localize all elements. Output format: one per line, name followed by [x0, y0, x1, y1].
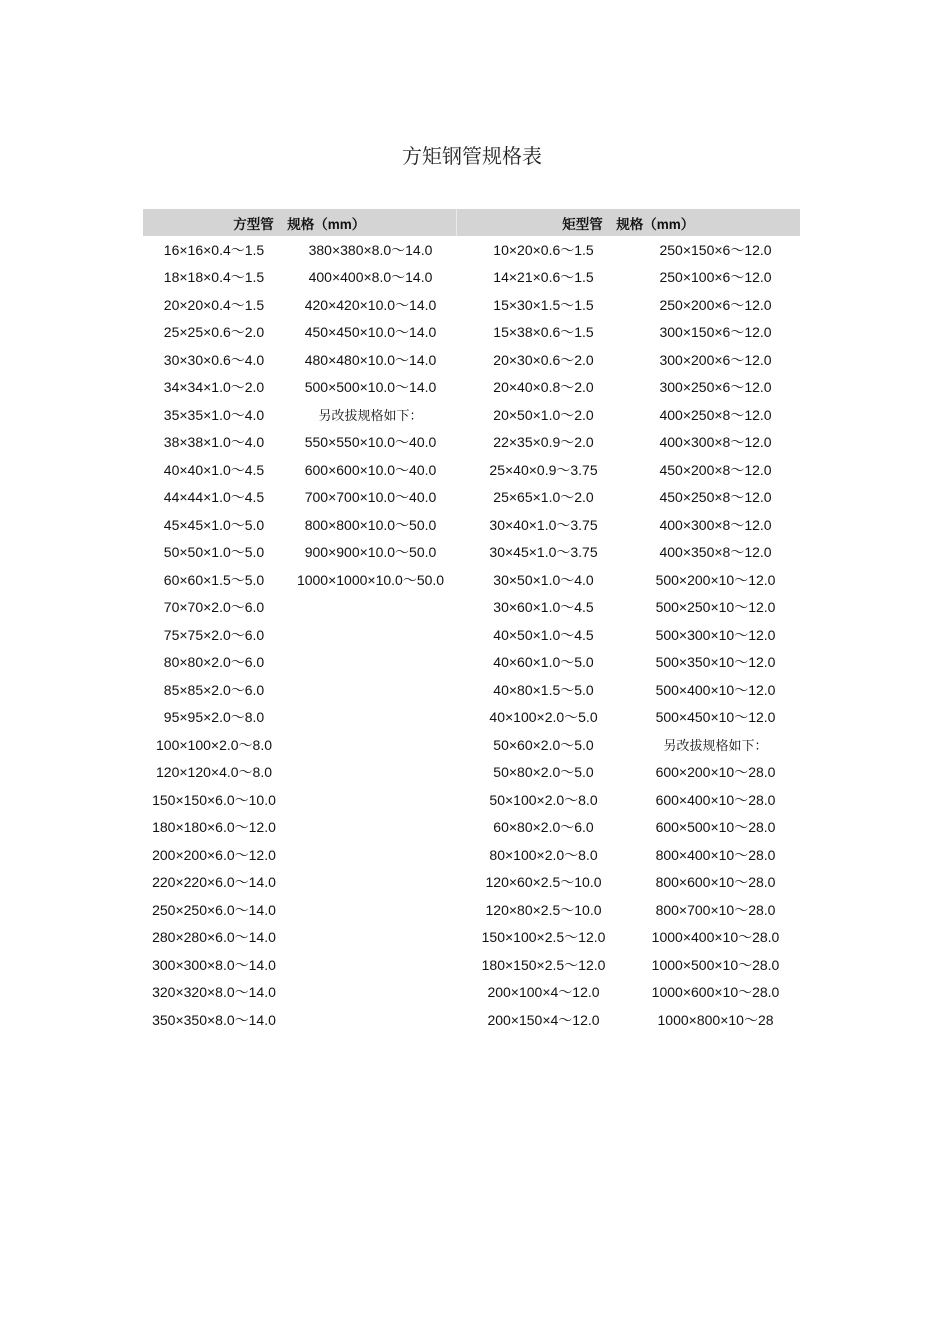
- rect-extra-spec-cell: 500×450×10～12.0: [655, 709, 776, 726]
- square-spec-cell: 85×85×2.0～6.0: [163, 681, 265, 698]
- rect-extra-spec-cell: 600×200×10～28.0: [655, 764, 776, 781]
- square-spec-cell: 220×220×6.0～14.0: [152, 874, 276, 891]
- rect-extra-spec-cell: 1000×600×10～28.0: [651, 984, 780, 1001]
- square-extra-spec-cell: 480×480×10.0～14.0: [304, 351, 437, 368]
- rect-extra-spec-cell: 500×300×10～12.0: [655, 626, 776, 643]
- rect-spec-cell: 120×80×2.5～10.0: [485, 901, 602, 918]
- rect-extra-spec-cell: 500×400×10～12.0: [655, 681, 776, 698]
- rect-spec-cell: 30×45×1.0～3.75: [489, 544, 598, 561]
- rect-spec-cell: 40×60×1.0～5.0: [493, 654, 594, 671]
- square-spec-cell: 180×180×6.0～12.0: [152, 819, 276, 836]
- rect-extra-spec-cell: 800×700×10～28.0: [655, 901, 776, 918]
- rect-spec-cell: 50×100×2.0～8.0: [489, 791, 598, 808]
- square-extra-spec-cell: [285, 1006, 456, 1034]
- rect-spec-cell: 25×65×1.0～2.0: [493, 489, 594, 506]
- square-extra-spec-cell: [285, 594, 456, 622]
- square-spec-cell: 25×25×0.6～2.0: [163, 324, 265, 341]
- square-spec-cell: 60×60×1.5～5.0: [163, 571, 265, 588]
- table-row: [143, 649, 800, 677]
- table-row: [143, 759, 800, 787]
- rect-spec-cell: 20×30×0.6～2.0: [493, 351, 594, 368]
- rect-extra-spec-cell: 600×500×10～28.0: [655, 819, 776, 836]
- table-row: [143, 236, 800, 264]
- table-row: [143, 594, 800, 622]
- square-spec-cell: 200×200×6.0～12.0: [152, 846, 276, 863]
- square-extra-spec-cell: 450×450×10.0～14.0: [304, 324, 437, 341]
- table-row: [143, 704, 800, 732]
- square-spec-cell: 16×16×0.4～1.5: [163, 241, 265, 258]
- rect-extra-spec-cell: 1000×800×10～28: [657, 1011, 774, 1028]
- square-spec-cell: 320×320×8.0～14.0: [152, 984, 276, 1001]
- rect-extra-spec-cell: 250×100×6～12.0: [659, 269, 772, 286]
- square-extra-spec-cell: [285, 704, 456, 732]
- rect-spec-cell: 200×100×4～12.0: [487, 984, 600, 1001]
- rect-spec-cell: 15×38×0.6～1.5: [493, 324, 594, 341]
- table-row: [143, 814, 800, 842]
- table-row: [143, 291, 800, 319]
- table-row: [143, 979, 800, 1007]
- square-spec-cell: 35×35×1.0～4.0: [163, 406, 265, 423]
- table-row: [143, 264, 800, 292]
- rect-extra-spec-cell: 250×200×6～12.0: [659, 296, 772, 313]
- rect-extra-spec-cell: 300×150×6～12.0: [659, 324, 772, 341]
- rect-spec-cell: 30×60×1.0～4.5: [493, 599, 594, 616]
- square-spec-cell: 350×350×8.0～14.0: [152, 1011, 276, 1028]
- square-extra-spec-cell: [285, 786, 456, 814]
- rect-extra-spec-cell: 500×250×10～12.0: [655, 599, 776, 616]
- table-row: [143, 429, 800, 457]
- table-row: [143, 1006, 800, 1034]
- square-extra-spec-cell: 900×900×10.0～50.0: [304, 544, 437, 561]
- rect-extra-spec-cell: 400×250×8～12.0: [659, 406, 772, 423]
- square-spec-cell: 80×80×2.0～6.0: [163, 654, 265, 671]
- table-row: [143, 621, 800, 649]
- rect-extra-spec-cell: 600×400×10～28.0: [655, 791, 776, 808]
- table-row: [143, 896, 800, 924]
- square-extra-spec-cell: 800×800×10.0～50.0: [304, 516, 437, 533]
- square-extra-spec-cell: [285, 759, 456, 787]
- rect-spec-cell: 40×100×2.0～5.0: [489, 709, 598, 726]
- square-extra-spec-cell: 500×500×10.0～14.0: [304, 379, 437, 396]
- square-spec-cell: 250×250×6.0～14.0: [152, 901, 276, 918]
- square-extra-spec-cell: [285, 979, 456, 1007]
- square-spec-cell: 45×45×1.0～5.0: [163, 516, 265, 533]
- rect-extra-spec-cell: 400×300×8～12.0: [659, 516, 772, 533]
- square-spec-cell: 100×100×2.0～8.0: [156, 736, 272, 753]
- table-row: [143, 731, 800, 759]
- rect-extra-spec-cell: 1000×500×10～28.0: [651, 956, 780, 973]
- table-row: [143, 676, 800, 704]
- rect-extra-spec-cell: 800×600×10～28.0: [655, 874, 776, 891]
- square-extra-spec-cell: 380×380×8.0～14.0: [308, 241, 433, 258]
- square-spec-cell: 150×150×6.0～10.0: [152, 791, 276, 808]
- rect-spec-cell: 150×100×2.5～12.0: [481, 929, 606, 946]
- square-extra-spec-cell: 700×700×10.0～40.0: [304, 489, 437, 506]
- rect-spec-cell: 120×60×2.5～10.0: [485, 874, 602, 891]
- square-extra-spec-cell: 另改拔规格如下：: [318, 409, 423, 425]
- square-extra-spec-cell: [285, 649, 456, 677]
- rect-extra-spec-cell: 300×200×6～12.0: [659, 351, 772, 368]
- rect-spec-cell: 14×21×0.6～1.5: [493, 269, 594, 286]
- rect-extra-spec-cell: 500×200×10～12.0: [655, 571, 776, 588]
- table-row: [143, 511, 800, 539]
- rect-spec-cell: 22×35×0.9～2.0: [493, 434, 594, 451]
- square-extra-spec-cell: [285, 676, 456, 704]
- square-extra-spec-cell: [285, 951, 456, 979]
- square-spec-cell: 70×70×2.0～6.0: [163, 599, 265, 616]
- rect-spec-cell: 80×100×2.0～8.0: [489, 846, 598, 863]
- square-spec-cell: 50×50×1.0～5.0: [163, 544, 265, 561]
- square-spec-cell: 44×44×1.0～4.5: [163, 489, 265, 506]
- square-extra-spec-cell: [285, 896, 456, 924]
- table-row: [143, 841, 800, 869]
- square-spec-cell: 95×95×2.0～8.0: [163, 709, 265, 726]
- rect-spec-cell: 180×150×2.5～12.0: [481, 956, 606, 973]
- rect-extra-spec-cell: 400×350×8～12.0: [659, 544, 772, 561]
- table-row: [143, 951, 800, 979]
- square-spec-cell: 34×34×1.0～2.0: [163, 379, 265, 396]
- square-extra-spec-cell: 1000×1000×10.0～50.0: [296, 571, 445, 588]
- rect-extra-spec-cell: 450×250×8～12.0: [659, 489, 772, 506]
- rect-spec-cell: 10×20×0.6～1.5: [493, 241, 594, 258]
- square-spec-cell: 75×75×2.0～6.0: [163, 626, 265, 643]
- table-row: [143, 319, 800, 347]
- square-extra-spec-cell: 400×400×8.0～14.0: [308, 269, 433, 286]
- table-row: [143, 786, 800, 814]
- rect-extra-spec-cell: 400×300×8～12.0: [659, 434, 772, 451]
- square-extra-spec-cell: [285, 814, 456, 842]
- rect-spec-cell: 40×80×1.5～5.0: [493, 681, 594, 698]
- table-row: [143, 374, 800, 402]
- rect-spec-cell: 30×40×1.0～3.75: [489, 516, 598, 533]
- square-extra-spec-cell: 600×600×10.0～40.0: [304, 461, 437, 478]
- rect-spec-cell: 15×30×1.5～1.5: [493, 296, 594, 313]
- rect-spec-cell: 30×50×1.0～4.0: [493, 571, 594, 588]
- page-title: 方矩钢管规格表: [402, 144, 542, 168]
- spec-table-body: [143, 236, 800, 1034]
- square-extra-spec-cell: [285, 841, 456, 869]
- table-row: [143, 566, 800, 594]
- rect-spec-cell: 50×80×2.0～5.0: [493, 764, 594, 781]
- spec-table: [143, 209, 800, 1034]
- square-tube-header: 方型管 规格（mm）: [143, 209, 456, 236]
- table-row: [143, 539, 800, 567]
- square-extra-spec-cell: [285, 869, 456, 897]
- table-row: [143, 346, 800, 374]
- square-spec-cell: 38×38×1.0～4.0: [163, 434, 265, 451]
- rect-extra-spec-cell: 另改拔规格如下：: [663, 739, 768, 755]
- rect-extra-spec-cell: 500×350×10～12.0: [655, 654, 776, 671]
- rect-spec-cell: 25×40×0.9～3.75: [489, 461, 598, 478]
- table-row: [143, 484, 800, 512]
- square-extra-spec-cell: [285, 621, 456, 649]
- square-extra-spec-cell: 550×550×10.0～40.0: [304, 434, 437, 451]
- square-extra-spec-cell: [285, 924, 456, 952]
- square-spec-cell: 40×40×1.0～4.5: [163, 461, 265, 478]
- square-spec-cell: 280×280×6.0～14.0: [152, 929, 276, 946]
- rect-extra-spec-cell: 250×150×6～12.0: [659, 241, 772, 258]
- rect-spec-cell: 20×40×0.8～2.0: [493, 379, 594, 396]
- square-extra-spec-cell: 420×420×10.0～14.0: [304, 296, 437, 313]
- rect-spec-cell: 50×60×2.0～5.0: [493, 736, 594, 753]
- table-row: [143, 924, 800, 952]
- table-row: [143, 869, 800, 897]
- square-spec-cell: 20×20×0.4～1.5: [163, 296, 265, 313]
- rect-spec-cell: 200×150×4～12.0: [487, 1011, 600, 1028]
- square-spec-cell: 120×120×4.0～8.0: [156, 764, 272, 781]
- rect-extra-spec-cell: 450×200×8～12.0: [659, 461, 772, 478]
- rect-spec-cell: 20×50×1.0～2.0: [493, 406, 594, 423]
- square-spec-cell: 30×30×0.6～4.0: [163, 351, 265, 368]
- rect-extra-spec-cell: 1000×400×10～28.0: [651, 929, 780, 946]
- rect-spec-cell: 60×80×2.0～6.0: [493, 819, 594, 836]
- rect-extra-spec-cell: 800×400×10～28.0: [655, 846, 776, 863]
- rect-spec-cell: 40×50×1.0～4.5: [493, 626, 594, 643]
- table-row: [143, 401, 800, 429]
- square-extra-spec-cell: [285, 731, 456, 759]
- square-spec-cell: 18×18×0.4～1.5: [163, 269, 265, 286]
- rect-tube-header: 矩型管 规格（mm）: [456, 209, 800, 236]
- table-header-row: [143, 209, 800, 236]
- table-row: [143, 456, 800, 484]
- rect-extra-spec-cell: 300×250×6～12.0: [659, 379, 772, 396]
- square-spec-cell: 300×300×8.0～14.0: [152, 956, 276, 973]
